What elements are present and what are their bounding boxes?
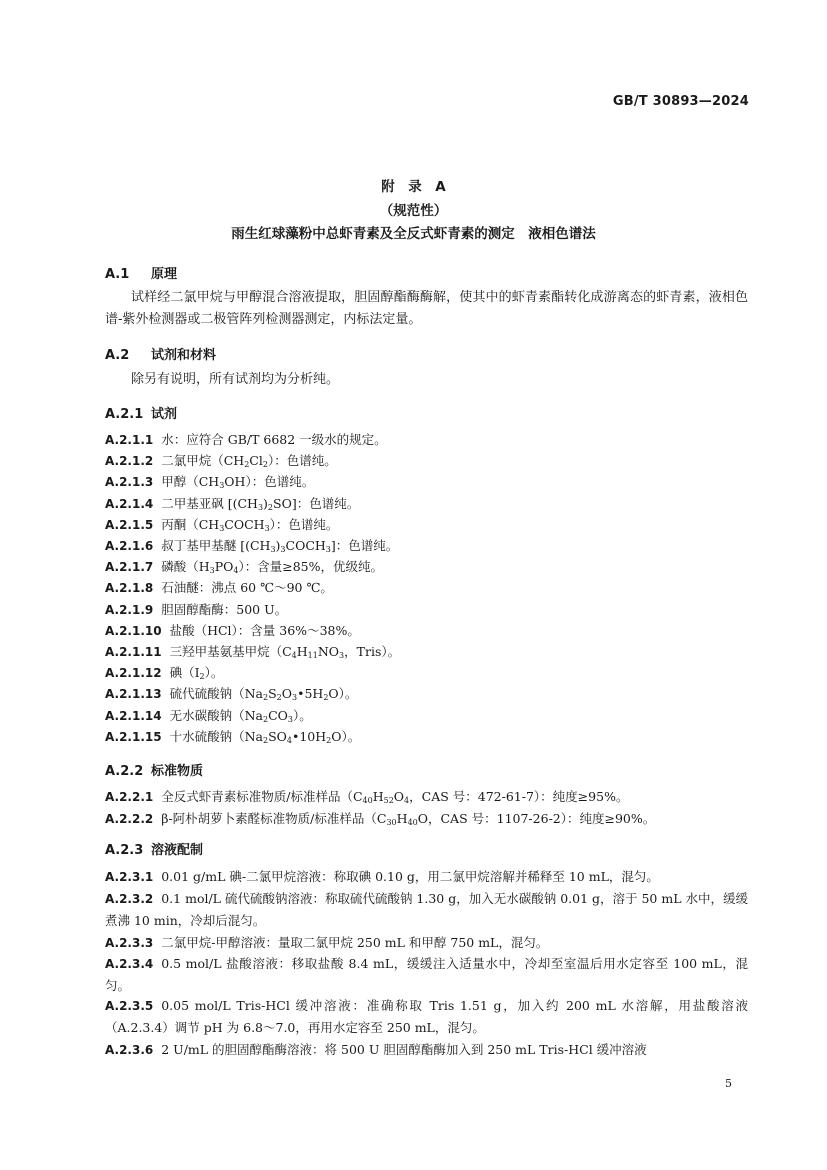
section-number: A.2 (105, 348, 130, 363)
clause-number: A.2.3.4 (105, 957, 154, 971)
section-a23 (105, 839, 203, 858)
clause-text: •10H (291, 728, 327, 744)
clause-number: A.2.3.5 (105, 999, 154, 1013)
clause-text: ）：色谱纯。 (267, 453, 337, 469)
clause-number: A.2.1.11 (105, 645, 162, 659)
clause-text: 2 U/mL 的胆固醇酯酶溶液：将 500 U 胆固醇酯酶加入到 250 mL Tris-HCl 缓冲溶液 (161, 1042, 647, 1057)
clause-number: A.2.1.7 (105, 560, 154, 575)
subscript: 40 (407, 817, 418, 827)
clause-number: A.2.1.4 (105, 496, 154, 511)
subscript: 3 (287, 714, 293, 724)
clause-number: A.2.1.3 (105, 475, 154, 490)
subscript: 2 (326, 735, 332, 745)
clause-text: O (393, 789, 405, 804)
subscript: 11 (307, 651, 318, 660)
subscript: 2 (244, 460, 250, 470)
clause-text: H (396, 810, 408, 826)
clause-item (105, 556, 748, 578)
clause-text: ，Tris）。 (344, 644, 401, 659)
clause-text: ) (275, 538, 281, 553)
section-a2 (105, 344, 216, 363)
subscript: 2 (267, 502, 274, 512)
clause-text: 0.01 g/mL 碘-二氯甲烷溶液：称取碘 0.10 g，用二氯甲烷溶解并稀释至 10 mL，混匀。 (161, 869, 659, 884)
clause-item (105, 683, 748, 705)
clause-text: β-阿朴胡萝卜素醛标准物质/标准样品（C (161, 810, 387, 826)
subscript: 2 (323, 693, 329, 703)
subscript: 4 (233, 566, 239, 576)
subscript: 4 (286, 735, 292, 745)
section-title: 标准物质 (151, 764, 204, 779)
section-number: A.1 (105, 267, 130, 282)
subscript: 2 (199, 672, 205, 682)
section-a21 (105, 403, 177, 422)
clause-text: O）。 (328, 686, 358, 702)
clause-text: PO (214, 559, 234, 575)
clause-text: 碘（I (169, 665, 200, 681)
subscript: 3 (219, 481, 225, 491)
clause-text: 0.05 mol/L Tris-HCl 缓冲溶液：准确称取 Tris 1.51 g，加入约 200 mL 水溶解，用盐酸溶液（A.2.3.4）调节 pH 为 6.8～7.0，再用水定容至 250 mL，混匀。 (105, 998, 748, 1035)
clause-item (105, 450, 748, 472)
subscript: 3 (280, 545, 286, 554)
page-number: 5 (725, 1077, 732, 1090)
clause-text: SO]：色谱纯。 (273, 495, 360, 511)
clause-text: ）：色谱纯。 (269, 516, 339, 532)
subscript: 3 (219, 523, 225, 533)
clause-text: ) (263, 495, 268, 511)
clause-text: 二氯甲烷（CH (161, 453, 245, 469)
clause-text: ）：含量≥85%，优级纯。 (238, 559, 384, 575)
clause-number: A.2.3.6 (105, 1043, 154, 1057)
clause-text: 甲醇（CH (161, 474, 220, 490)
solution-2 (105, 888, 748, 931)
subscript: 3 (292, 693, 298, 703)
clause-text: 盐酸（HCl）：含量 36%～38%。 (169, 622, 360, 638)
clause-text: 磷酸（H (161, 559, 210, 575)
subscript: 3 (264, 523, 270, 533)
clause-text: 三羟甲基氨基甲烷（C (169, 644, 292, 659)
subscript: 3 (339, 651, 345, 660)
clause-text: 二氯甲烷-甲醇溶液：量取二氯甲烷 250 mL 和甲醇 750 mL，混匀。 (161, 935, 549, 950)
section-a1 (105, 263, 177, 282)
subscript: 2 (262, 735, 269, 745)
clause-text: 胆固醇酯酶：500 U。 (161, 601, 288, 617)
clause-text: ，CAS 号：472-61-7）：纯度≥95%。 (409, 789, 629, 804)
clause-text: 丙酮（CH (161, 516, 220, 532)
clause-number: A.2.3.3 (105, 936, 154, 950)
subscript: 4 (404, 796, 410, 805)
subscript: 3 (209, 566, 215, 576)
appendix-nature: （规范性） (379, 203, 448, 219)
clause-number: A.2.1.9 (105, 602, 154, 617)
clause-item (105, 599, 748, 621)
clause-number: A.2.1.8 (105, 581, 154, 596)
clause-item (105, 429, 748, 451)
clause-text: SO (268, 728, 287, 744)
subscript: 3 (270, 545, 276, 554)
clause-text: ）。 (204, 665, 224, 681)
clause-number: A.2.1.2 (105, 454, 154, 469)
clause-text: 0.1 mol/L 硫代硫酸钠溶液：称取硫代硫酸钠 1.30 g，加入无水碳酸钠 0.01 g，溶于 50 mL 水中，缓缓煮沸 10 min，冷却后混匀。 (105, 891, 748, 928)
clause-text: 叔丁基甲基醚 [(CH (161, 538, 271, 553)
subscript: 2 (262, 714, 269, 724)
section-title: 溶液配制 (151, 843, 204, 858)
clause-text: H (296, 644, 308, 659)
appendix-label: 附 录 A (381, 179, 446, 195)
clause-item (105, 808, 748, 830)
clause-number: A.2.3.2 (105, 892, 154, 906)
clause-text: CO (268, 707, 288, 723)
clause-text: 硫代硫酸钠（Na (169, 686, 263, 702)
clause-text: 0.5 mol/L 盐酸溶液：移取盐酸 8.4 mL，缓缓注入适量水中，冷却至室温后用水定容至 100 mL，混匀。 (105, 956, 748, 993)
clause-item (105, 705, 748, 727)
clause-number: A.2.1.12 (105, 666, 162, 681)
subscript: 3 (257, 502, 264, 512)
clause-text: H (372, 789, 384, 804)
subscript: 4 (291, 651, 297, 660)
subscript: 2 (276, 693, 282, 703)
clause-text: OH）：色谱纯。 (224, 474, 315, 490)
clause-text: NO (317, 644, 340, 659)
section-title: 原理 (151, 267, 178, 282)
subscript: 2 (262, 693, 269, 703)
clause-item (105, 620, 748, 642)
solution-5 (105, 995, 748, 1038)
clause-number: A.2.1.14 (105, 708, 162, 723)
clause-number: A.2.2.1 (105, 790, 154, 804)
clause-item (105, 577, 748, 599)
clause-text: COCH (285, 538, 326, 553)
clause-number: A.2.1.10 (105, 623, 162, 638)
a2-text: 除另有说明，所有试剂均为分析纯。 (131, 372, 340, 387)
subscript: 2 (262, 460, 268, 470)
clause-number: A.2.3.1 (105, 870, 154, 884)
clause-item (105, 514, 748, 536)
solution-3 (105, 932, 748, 954)
clause-number: A.2.1.5 (105, 517, 154, 532)
section-number: A.2.1 (105, 407, 144, 422)
section-number: A.2.2 (105, 764, 144, 779)
subscript: 40 (362, 796, 373, 805)
clause-text: 全反式虾青素标准物质/标准样品（C (161, 789, 363, 804)
clause-item (105, 726, 748, 748)
clause-item (105, 471, 748, 493)
clause-text: S (268, 686, 277, 702)
clause-text: 十水硫酸钠（Na (169, 728, 263, 744)
clause-item (105, 641, 748, 663)
subscript: 30 (386, 817, 397, 827)
clause-text: ]：色谱纯。 (330, 538, 399, 553)
clause-item (105, 662, 748, 684)
solution-1 (105, 866, 748, 888)
clause-text: COCH (224, 516, 265, 532)
section-a22 (105, 760, 203, 779)
solution-6 (105, 1039, 748, 1061)
clause-item (105, 535, 748, 557)
clause-text: O (281, 686, 292, 702)
clause-number: A.2.2.2 (105, 811, 154, 826)
clause-text: •5H (297, 686, 324, 702)
clause-number: A.2.1.6 (105, 539, 154, 553)
section-number: A.2.3 (105, 843, 144, 858)
subscript: 52 (383, 796, 394, 805)
clause-text: O）。 (331, 728, 361, 744)
clause-number: A.2.1.15 (105, 729, 162, 744)
section-title: 试剂和材料 (151, 348, 217, 363)
clause-item (105, 786, 748, 808)
clause-item (105, 493, 748, 515)
appendix-title: 雨生红球藻粉中总虾青素及全反式虾青素的测定 液相色谱法 (231, 226, 596, 242)
clause-text: ）。 (292, 707, 312, 723)
clause-text: 无水碳酸钠（Na (169, 707, 263, 723)
solution-4 (105, 953, 748, 996)
clause-text: 水：应符合 GB/T 6682 一级水的规定。 (161, 432, 387, 447)
clause-text: 石油醚：沸点 60 ℃～90 ℃。 (161, 580, 333, 596)
clause-number: A.2.1.1 (105, 433, 154, 447)
a1-text: 试样经二氯甲烷与甲醇混合溶液提取，胆固醇酯酶酶解，使其中的虾青素酯转化成游离态的虾青素，液相色谱-紫外检测器或二极管阵列检测器测定，内标法定量。 (105, 290, 748, 327)
standard-number: GB/T 30893—2024 (612, 94, 749, 109)
section-title: 试剂 (151, 407, 178, 422)
clause-number: A.2.1.13 (105, 687, 162, 702)
clause-text: O，CAS 号：1107-26-2）：纯度≥90%。 (417, 810, 656, 826)
clause-text: 二甲基亚砜 [(CH (161, 495, 258, 511)
clause-text: Cl (249, 453, 263, 469)
subscript: 3 (325, 545, 331, 554)
